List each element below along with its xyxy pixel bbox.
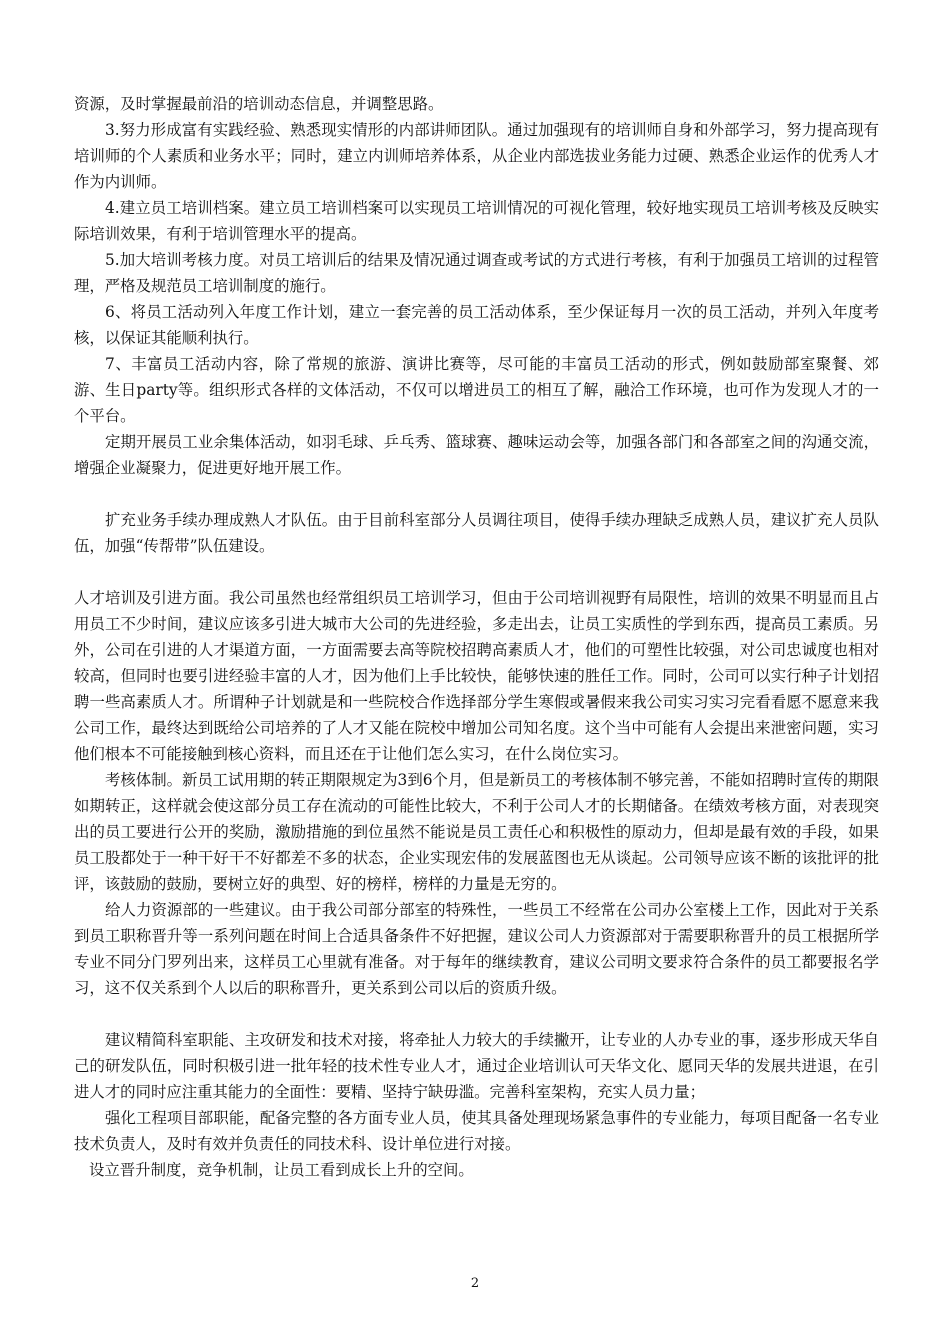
paragraph-item-7: 7、丰富员工活动内容，除了常规的旅游、演讲比赛等，尽可能的丰富员工活动的形式，例如鼓励部室聚餐、郊游、生日party等。组织形式各样的文体活动，不仅可以增进员工的相互了解，融洽工作环境，也可作为发现人才的一个平台。: [74, 355, 879, 425]
paragraph-streamline: 建议精简科室职能、主攻研发和技术对接，将牵扯人力较大的手续撇开，让专业的人办专业的事，逐步形成天华自己的研发队伍，同时积极引进一批年轻的技术性专业人才，通过企业培训认可天华文化、愿同天华的发展共进退，在引进人才的同时应注重其能力的全面性：要精、坚持宁缺毋滥。完善科室架构，充实人员力量；: [74, 1031, 879, 1101]
paragraph-spacer: [74, 559, 879, 585]
paragraph-resources: 资源，及时掌握最前沿的培训动态信息，并调整思路。: [74, 95, 444, 113]
page-number: 2: [470, 1276, 480, 1291]
paragraph-item-3: 3.努力形成富有实践经验、熟悉现实情形的内部讲师团队。通过加强现有的培训师自身和外部学习，努力提高现有培训师的个人素质和业务水平；同时，建立内训师培养体系，从企业内部选拔业务能力过硬、熟悉企业运作的优秀人才作为内训师。: [74, 121, 879, 191]
paragraph-activities: 定期开展员工业余集体活动，如羽毛球、乒乓秀、篮球赛、趣味运动会等，加强各部门和各部室之间的沟通交流，增强企业凝聚力，促进更好地开展工作。: [74, 433, 879, 477]
paragraph-talent-training: 人才培训及引进方面。我公司虽然也经常组织员工培训学习，但由于公司培训视野有局限性，培训的效果不明显而且占用员工不少时间，建议应该多引进大城市大公司的先进经验，多走出去，让员工实质性的学到东西，提高员工素质。另外，公司在引进的人才渠道方面，一方面需要去高等院校招聘高素质人才，他们的可塑性比较强，对公司忠诚度也相对较高，但同时也要引进经验丰富的人才，因为他们上手比较快，能够快速的胜任工作。同时，公司可以实行种子计划招聘一些高素质人才。所谓种子计划就是和一些院校合作选择部分学生寒假或暑假来我公司实习实习完看看愿不愿意来我公司工作，最终达到既给公司培养的了人才又能在院校中增加公司知名度。这个当中可能有人会提出来泄密问题，实习他们根本不可能接触到核心资料，而且还在于让他们怎么实习，在什么岗位实习。: [74, 589, 879, 763]
document-body: [74, 91, 879, 1183]
paragraph-item-4: 4.建立员工培训档案。建立员工培训档案可以实现员工培训情况的可视化管理，较好地实现员工培训考核及反映实际培训效果，有利于培训管理水平的提高。: [74, 199, 879, 243]
paragraph-spacer: [74, 481, 879, 507]
paragraph-spacer: [74, 1001, 879, 1027]
paragraph-project-dept: 强化工程项目部职能，配备完整的各方面专业人员，使其具备处理现场紧急事件的专业能力，每项目配备一名专业技术负责人，及时有效并负责任的同技术科、设计单位进行对接。: [74, 1109, 879, 1153]
paragraph-item-6: 6、将员工活动列入年度工作计划，建立一套完善的员工活动体系，至少保证每月一次的员工活动，并列入年度考核，以保证其能顺利执行。: [74, 303, 879, 347]
paragraph-promotion: 设立晋升制度，竞争机制，让员工看到成长上升的空间。: [89, 1161, 474, 1179]
paragraph-item-5: 5.加大培训考核力度。对员工培训后的结果及情况通过调查或考试的方式进行考核，有利于加强员工培训的过程管理，严格及规范员工培训制度的施行。: [74, 251, 879, 295]
paragraph-expand-team: 扩充业务手续办理成熟人才队伍。由于目前科室部分人员调往项目，使得手续办理缺乏成熟人员，建议扩充人员队伍，加强“传帮带”队伍建设。: [74, 511, 879, 555]
paragraph-assessment: 考核体制。新员工试用期的转正期限规定为3到6个月，但是新员工的考核体制不够完善，不能如招聘时宣传的期限如期转正，这样就会使这部分员工存在流动的可能性比较大，不利于公司人才的长期储备。在绩效考核方面，对表现突出的员工要进行公开的奖励，激励措施的到位虽然不能说是员工责任心和积极性的原动力，但却是最有效的手段，如果员工股都处于一种干好干不好都差不多的状态，企业实现宏伟的发展蓝图也无从谈起。公司领导应该不断的该批评的批评，该鼓励的鼓励，要树立好的典型、好的榜样，榜样的力量是无穷的。: [74, 771, 879, 893]
paragraph-hr-advice: 给人力资源部的一些建议。由于我公司部分部室的特殊性，一些员工不经常在公司办公室楼上工作，因此对于关系到员工职称晋升等一系列问题在时间上合适具备条件不好把握，建议公司人力资源部对于需要职称晋升的员工根据所学专业不同分门罗列出来，这样员工心里就有准备。对于每年的继续教育，建议公司明文要求符合条件的员工都要报名学习，这不仅关系到个人以后的职称晋升，更关系到公司以后的资质升级。: [74, 901, 879, 997]
